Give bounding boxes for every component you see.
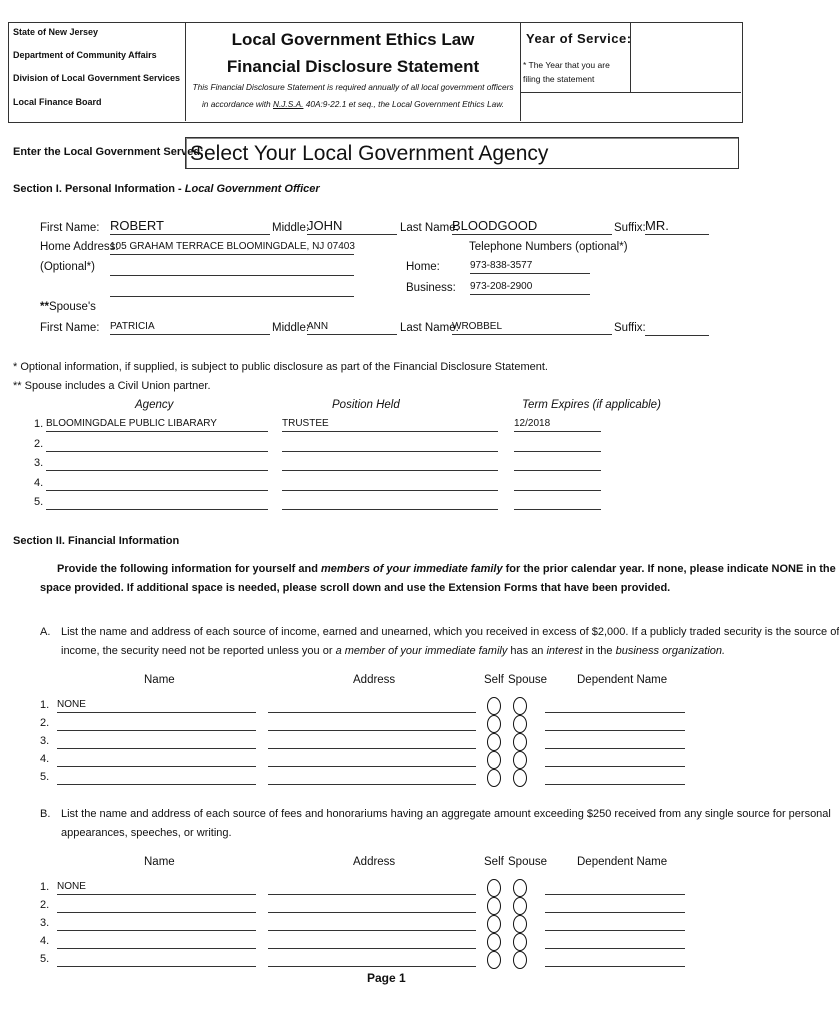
spouse-last-name-label: Last Name: [400, 322, 459, 334]
home-address-label: Home Address: [40, 241, 119, 253]
year-of-service-label: Year of Service: [526, 31, 632, 46]
partB-instruction-1: List the name and address of each source of fees and honorariums having an aggregate amount exceeding $250 received from any single source for personal [61, 808, 831, 820]
position-row-number: 5. [34, 496, 44, 508]
income-row-number: 5. [40, 771, 50, 783]
section2-intro-line2: space provided. If additional space is needed, please scroll down and use the Extension Forms that have been provided. [40, 582, 671, 594]
requirement-note: This Financial Disclosure Statement is required annually of all local government officers [192, 82, 514, 92]
optional-label: (Optional*) [40, 261, 95, 273]
partA-address-header: Address [353, 674, 396, 686]
spouse-radio[interactable] [513, 751, 527, 769]
position-held-field[interactable] [282, 495, 498, 510]
self-radio[interactable] [487, 733, 501, 751]
first-name-label: First Name: [40, 222, 100, 234]
spouse-radio[interactable] [513, 697, 527, 715]
dependent-name-field[interactable] [545, 898, 685, 913]
home-phone-field[interactable]: 973-838-3577 [470, 259, 590, 274]
position-agency-field[interactable]: BLOOMINGDALE PUBLIC LIBARARY [46, 417, 268, 432]
partA-name-header: Name [144, 674, 175, 686]
source-address-field[interactable] [268, 916, 476, 931]
income-row-number: 1. [40, 881, 50, 893]
telephone-label: Telephone Numbers (optional*) [469, 241, 628, 253]
income-row-number: 4. [40, 753, 50, 765]
home-address-field-1[interactable]: 105 GRAHAM TERRACE BLOOMINGDALE, NJ 07403 [110, 240, 354, 255]
last-name-label: Last Name: [400, 222, 459, 234]
year-of-service-input[interactable] [632, 26, 738, 90]
dependent-name-field[interactable] [545, 716, 685, 731]
spouse-radio[interactable] [513, 879, 527, 897]
spouse-note: ** Spouse includes a Civil Union partner. [13, 380, 211, 392]
spouse-radio[interactable] [513, 733, 527, 751]
middle-label: Middle: [272, 222, 310, 234]
source-name-field[interactable] [57, 770, 256, 785]
spouse-first-name-label: First Name: [40, 322, 100, 334]
source-name-field[interactable] [57, 916, 256, 931]
source-address-field[interactable] [268, 880, 476, 895]
self-radio[interactable] [487, 697, 501, 715]
suffix-label: Suffix: [614, 222, 646, 234]
position-row-number: 4. [34, 476, 44, 489]
source-address-field[interactable] [268, 752, 476, 767]
partA-instruction-2: income, the security need not be reported unless you or a member of your immediate family has an interest in the business organization. [61, 645, 726, 657]
source-name-field[interactable] [57, 898, 256, 913]
position-held-field[interactable] [282, 437, 498, 452]
header-divider [520, 22, 521, 121]
state-label: State of New Jersey [13, 27, 99, 37]
partA-instruction-1: List the name and address of each source of income, earned and unearned, which you received in excess of $2,000. If a publicly traded security is the source of [61, 626, 839, 638]
term-header: Term Expires (if applicable) [522, 399, 661, 411]
spouse-radio[interactable] [513, 769, 527, 787]
home-address-field-2[interactable] [110, 261, 354, 276]
position-term-field[interactable]: 12/2018 [514, 417, 601, 432]
source-name-field[interactable] [57, 952, 256, 967]
source-name-field[interactable] [57, 752, 256, 767]
self-radio[interactable] [487, 715, 501, 733]
partB-instruction-2: appearances, speeches, or writing. [61, 827, 232, 839]
source-address-field[interactable] [268, 716, 476, 731]
partB-letter: B. [40, 808, 51, 820]
dependent-name-field[interactable] [545, 734, 685, 749]
source-name-field[interactable]: NONE [57, 880, 256, 895]
position-agency-field[interactable] [46, 437, 268, 452]
position-term-field[interactable] [514, 437, 601, 452]
dependent-name-field[interactable] [545, 770, 685, 785]
self-radio[interactable] [487, 879, 501, 897]
gov-served-label: Enter the Local Government Served: [13, 146, 204, 158]
business-phone-field[interactable]: 973-208-2900 [470, 280, 590, 295]
partA-spouse-header: Spouse [508, 674, 548, 686]
position-agency-field[interactable] [46, 476, 268, 491]
spouse-first-name-field[interactable]: PATRICIA [110, 320, 270, 335]
source-address-field[interactable] [268, 934, 476, 949]
income-row-number: 4. [40, 935, 50, 947]
position-held-field[interactable] [282, 476, 498, 491]
income-row-number: 2. [40, 717, 50, 729]
source-name-field[interactable] [57, 934, 256, 949]
spouse-middle-name-field[interactable]: ANN [307, 320, 397, 335]
position-row-number: 3. [34, 457, 44, 469]
source-name-field[interactable] [57, 734, 256, 749]
self-radio[interactable] [487, 897, 501, 915]
source-address-field[interactable] [268, 898, 476, 913]
spouse-radio[interactable] [513, 897, 527, 915]
spouse-last-name-field[interactable]: WROBBEL [452, 320, 612, 335]
partA-self-header: Self [484, 674, 504, 686]
requirement-citation: in accordance with N.J.S.A. 40A:9-22.1 et seq., the Local Government Ethics Law. [201, 99, 505, 109]
income-row-number: 5. [40, 953, 50, 965]
department-label: Department of Community Affairs [13, 50, 157, 60]
spouse-radio[interactable] [513, 933, 527, 951]
position-held-field[interactable] [282, 456, 498, 471]
spouse-suffix-field[interactable] [645, 321, 709, 336]
self-radio[interactable] [487, 933, 501, 951]
middle-name-field[interactable]: JOHN [307, 217, 397, 235]
form-title: Local Government Ethics Law [231, 30, 475, 49]
position-term-field[interactable] [514, 456, 601, 471]
income-row-number: 1. [40, 699, 50, 711]
spouse-label: **Spouse's [40, 301, 96, 313]
partA-dependent-header: Dependent Name [577, 674, 668, 686]
position-term-field[interactable] [514, 495, 601, 510]
spouse-middle-label: Middle: [272, 322, 310, 334]
partB-name-header: Name [144, 856, 175, 868]
self-radio[interactable] [487, 769, 501, 787]
dependent-name-field[interactable] [545, 916, 685, 931]
last-name-field[interactable]: BLOODGOOD [452, 217, 612, 235]
position-row-number: 2. [34, 437, 44, 450]
position-row-number: 1. [34, 418, 44, 430]
agency-header: Agency [135, 399, 174, 411]
dependent-name-field[interactable] [545, 698, 685, 713]
business-phone-label: Business: [406, 282, 456, 294]
dependent-name-field[interactable] [545, 752, 685, 767]
spouse-radio[interactable] [513, 715, 527, 733]
partA-letter: A. [40, 626, 51, 638]
section1-title: Section I. Personal Information - Local Government Officer [13, 183, 320, 195]
section2-intro-line1: Provide the following information for yourself and members of your immediate family for the prior calendar year. If none, please indicate NONE in the [57, 563, 836, 575]
partB-spouse-header: Spouse [508, 856, 548, 868]
section2-title: Section II. Financial Information [13, 535, 180, 547]
source-name-field[interactable] [57, 716, 256, 731]
income-row-number: 3. [40, 735, 50, 747]
spouse-radio[interactable] [513, 951, 527, 969]
spouse-radio[interactable] [513, 915, 527, 933]
self-radio[interactable] [487, 751, 501, 769]
source-address-field[interactable] [268, 952, 476, 967]
page-number: Page 1 [367, 971, 406, 985]
year-note: * The Year that you are filing the statement [523, 60, 610, 84]
optional-note: * Optional information, if supplied, is subject to public disclosure as part of the Financial Disclosure Statement. [13, 361, 548, 373]
header-divider [520, 92, 741, 93]
partB-address-header: Address [353, 856, 396, 868]
form-subtitle: Financial Disclosure Statement [226, 57, 480, 76]
source-address-field[interactable] [268, 698, 476, 713]
source-address-field[interactable] [268, 770, 476, 785]
dependent-name-field[interactable] [545, 952, 685, 967]
board-label: Local Finance Board [13, 97, 102, 107]
spouse-suffix-label: Suffix: [614, 322, 646, 334]
partB-dependent-header: Dependent Name [577, 856, 668, 868]
position-header: Position Held [332, 399, 400, 411]
first-name-field[interactable]: ROBERT [110, 217, 270, 235]
self-radio[interactable] [487, 915, 501, 933]
position-agency-field[interactable] [46, 456, 268, 471]
position-term-field[interactable] [514, 476, 601, 491]
position-agency-field[interactable] [46, 495, 268, 510]
gov-served-select[interactable]: Select Your Local Government Agency [185, 137, 739, 169]
income-row-number: 3. [40, 917, 50, 929]
position-held-field[interactable]: TRUSTEE [282, 417, 498, 432]
source-address-field[interactable] [268, 734, 476, 749]
division-label: Division of Local Government Services [13, 73, 181, 83]
dependent-name-field[interactable] [545, 880, 685, 895]
suffix-field[interactable]: MR. [645, 217, 709, 235]
home-address-field-3[interactable] [110, 282, 354, 297]
self-radio[interactable] [487, 951, 501, 969]
dependent-name-field[interactable] [545, 934, 685, 949]
income-row-number: 2. [40, 899, 50, 911]
partB-self-header: Self [484, 856, 504, 868]
home-phone-label: Home: [406, 261, 440, 273]
source-name-field[interactable]: NONE [57, 698, 256, 713]
